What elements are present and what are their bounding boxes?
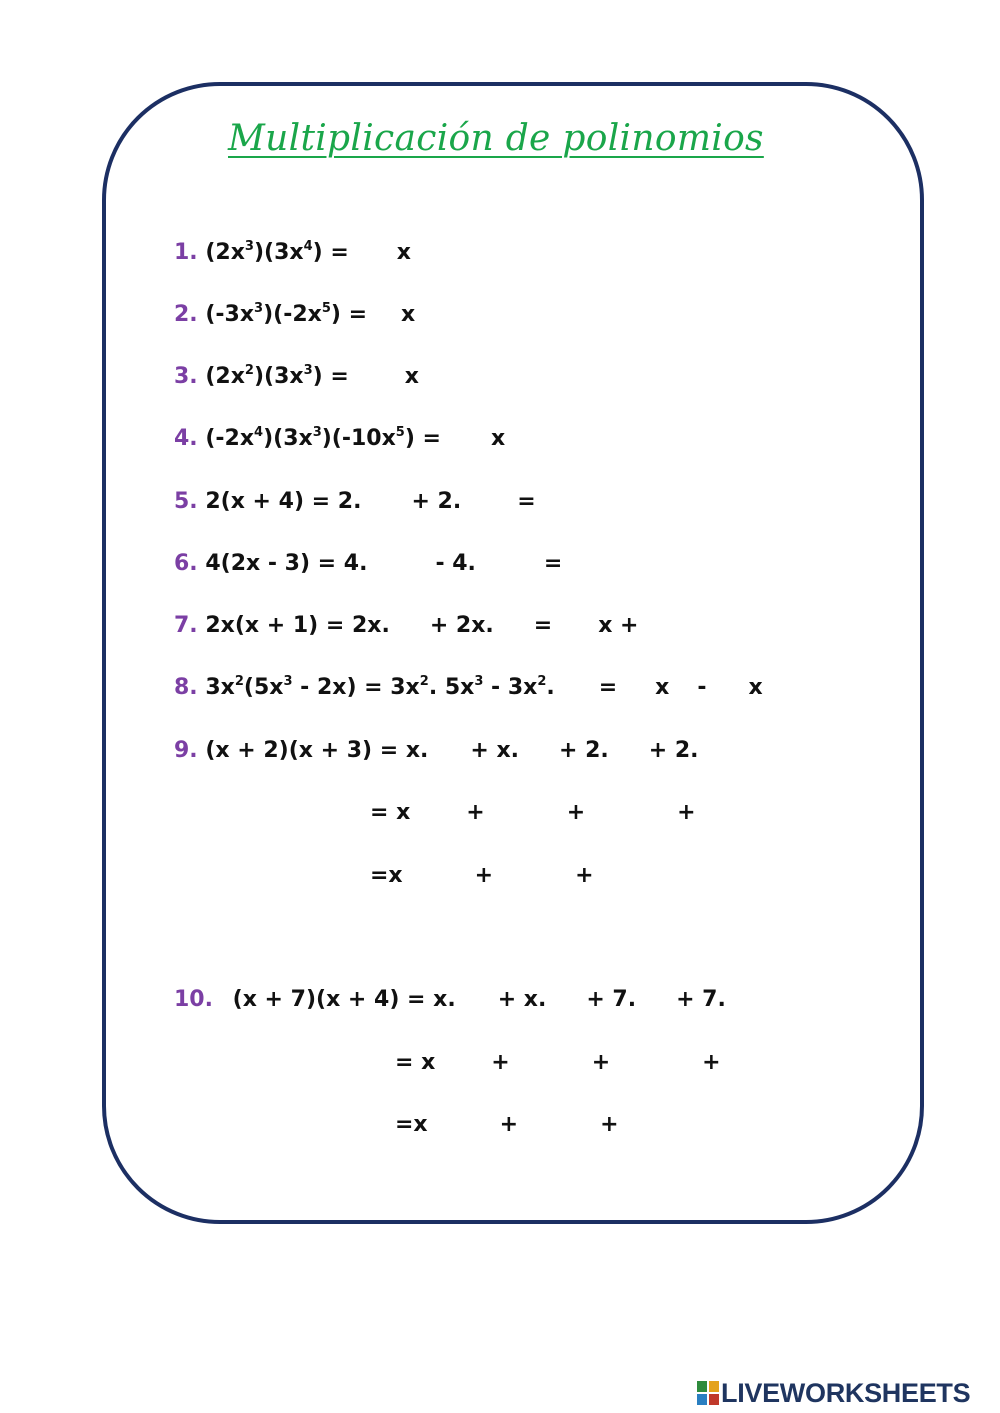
answer-slot-x: x <box>490 426 506 451</box>
exercise-3: 3. $(2x^2)(3x^3) = x$ <box>174 363 419 389</box>
exercise-5: 5. 2(x + 4) = 2. + 2. = <box>174 489 536 514</box>
exercise-number: 7. <box>174 613 198 638</box>
worksheet-title: Multiplicación de polinomios <box>228 118 764 159</box>
exercise-8: 8. $3x^2(5x^3 - 2x) = 3x^2$. $5x^3 - 3x^2$. = x - x <box>174 674 763 700</box>
exercise-number: 8. <box>174 675 198 700</box>
exercise-4: 4. $(-2x^4)(3x^3)(-10x^5) = x$ <box>174 425 506 451</box>
answer-slot-x: x <box>404 364 419 389</box>
exercise-10-step-2: =x + + <box>395 1112 619 1137</box>
exercise-number: 1. <box>174 240 198 265</box>
liveworksheets-logo-icon <box>697 1381 719 1405</box>
answer-slot-x: x <box>396 240 411 265</box>
exercise-7: 7. 2x(x + 1) = 2x. + 2x. = x + <box>174 613 639 638</box>
exercise-10-step-1: = x + + + <box>395 1050 721 1075</box>
exercise-number: 10. <box>174 987 213 1012</box>
answer-slot-x: x <box>401 302 416 327</box>
exercise-1: 1. $(2x^3)(3x^4) = x$ <box>174 239 411 265</box>
exercise-number: 3. <box>174 364 198 389</box>
exercise-number: 9. <box>174 738 198 763</box>
exercise-9: 9. (x + 2)(x + 3) = x. + x. + 2. + 2. <box>174 738 699 763</box>
exercise-10: 10. (x + 7)(x + 4) = x. + x. + 7. + 7. <box>174 987 726 1012</box>
exercise-number: 4. <box>174 426 198 451</box>
exercise-6: 6. 4(2x - 3) = 4. - 4. = <box>174 551 563 576</box>
exercise-9-step-2: =x + + <box>370 863 594 888</box>
exercise-number: 2. <box>174 302 198 327</box>
exercise-number: 5. <box>174 489 198 514</box>
exercise-9-step-1: = x + + + <box>370 800 696 825</box>
liveworksheets-logo <box>697 1376 970 1410</box>
exercise-2: 2. $(-3x^3)(-2x^5) = x$ <box>174 301 416 327</box>
brand-name: LIVEWORKSHEETS <box>721 1377 971 1408</box>
exercise-number: 6. <box>174 551 198 576</box>
